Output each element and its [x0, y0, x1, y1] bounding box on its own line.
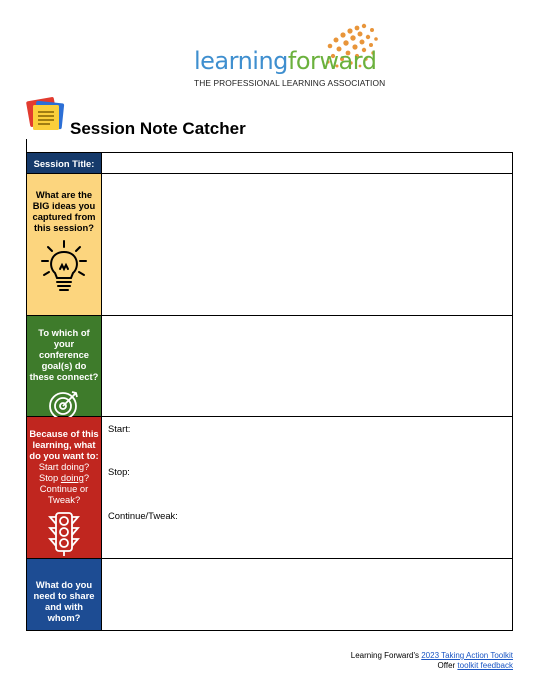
footer [351, 651, 513, 671]
big-ideas-label-cell [27, 174, 102, 315]
big-ideas-field[interactable] [103, 174, 512, 315]
note-catcher-table [26, 152, 513, 631]
footer-prefix-2: Offer [437, 661, 458, 670]
sticky-notes-icon [26, 96, 68, 134]
option-stop: Stop [38, 472, 59, 483]
conference-goals-field[interactable] [103, 316, 512, 416]
actions-label-cell [27, 417, 102, 558]
footer-line-1 [351, 651, 513, 661]
logo-tagline: THE PROFESSIONAL LEARNING ASSOCIATION [194, 78, 386, 88]
start-prompt: Start: [108, 423, 131, 434]
lightbulb-icon [40, 239, 88, 295]
option-stop-question: ? [83, 472, 90, 483]
share-label: What do you need to share and with whom? [27, 559, 102, 630]
actions-field[interactable] [103, 417, 512, 558]
conference-goals-label-cell [27, 316, 102, 416]
learning-forward-logo [190, 22, 390, 92]
option-start: Start doing? [38, 461, 90, 472]
logo-word-forward: forward [287, 47, 377, 75]
conference-goals-row [27, 316, 512, 417]
feedback-link[interactable]: toolkit feedback [457, 661, 513, 670]
session-title-label: Session Title: [27, 153, 102, 173]
toolkit-link[interactable]: 2023 Taking Action Toolkit [421, 651, 513, 660]
text-cursor [26, 139, 27, 152]
conference-goals-label: To which of your conference goal(s) do these connect? [29, 327, 99, 382]
logo-wordmark [194, 47, 376, 75]
option-continue: Continue or Tweak? [39, 483, 89, 505]
option-stop-line [29, 472, 99, 483]
session-title-field[interactable] [103, 153, 512, 173]
continue-tweak-prompt: Continue/Tweak: [108, 510, 178, 521]
footer-prefix-1: Learning Forward's [350, 651, 422, 660]
actions-row [27, 417, 512, 559]
big-ideas-row [27, 174, 512, 316]
footer-line-2 [351, 661, 513, 671]
share-field[interactable] [103, 559, 512, 630]
big-ideas-label: What are the BIG ideas you captured from this session? [32, 189, 96, 233]
option-stop-doing: doing [60, 472, 84, 483]
page-title: Session Note Catcher [70, 119, 246, 138]
session-title-row [27, 153, 512, 174]
share-row [27, 559, 512, 630]
actions-label: Because of this learning, what do you want to: [29, 428, 99, 461]
stop-prompt: Stop: [108, 466, 130, 477]
traffic-light-icon [46, 511, 82, 557]
logo-word-learning: learning [194, 47, 288, 75]
